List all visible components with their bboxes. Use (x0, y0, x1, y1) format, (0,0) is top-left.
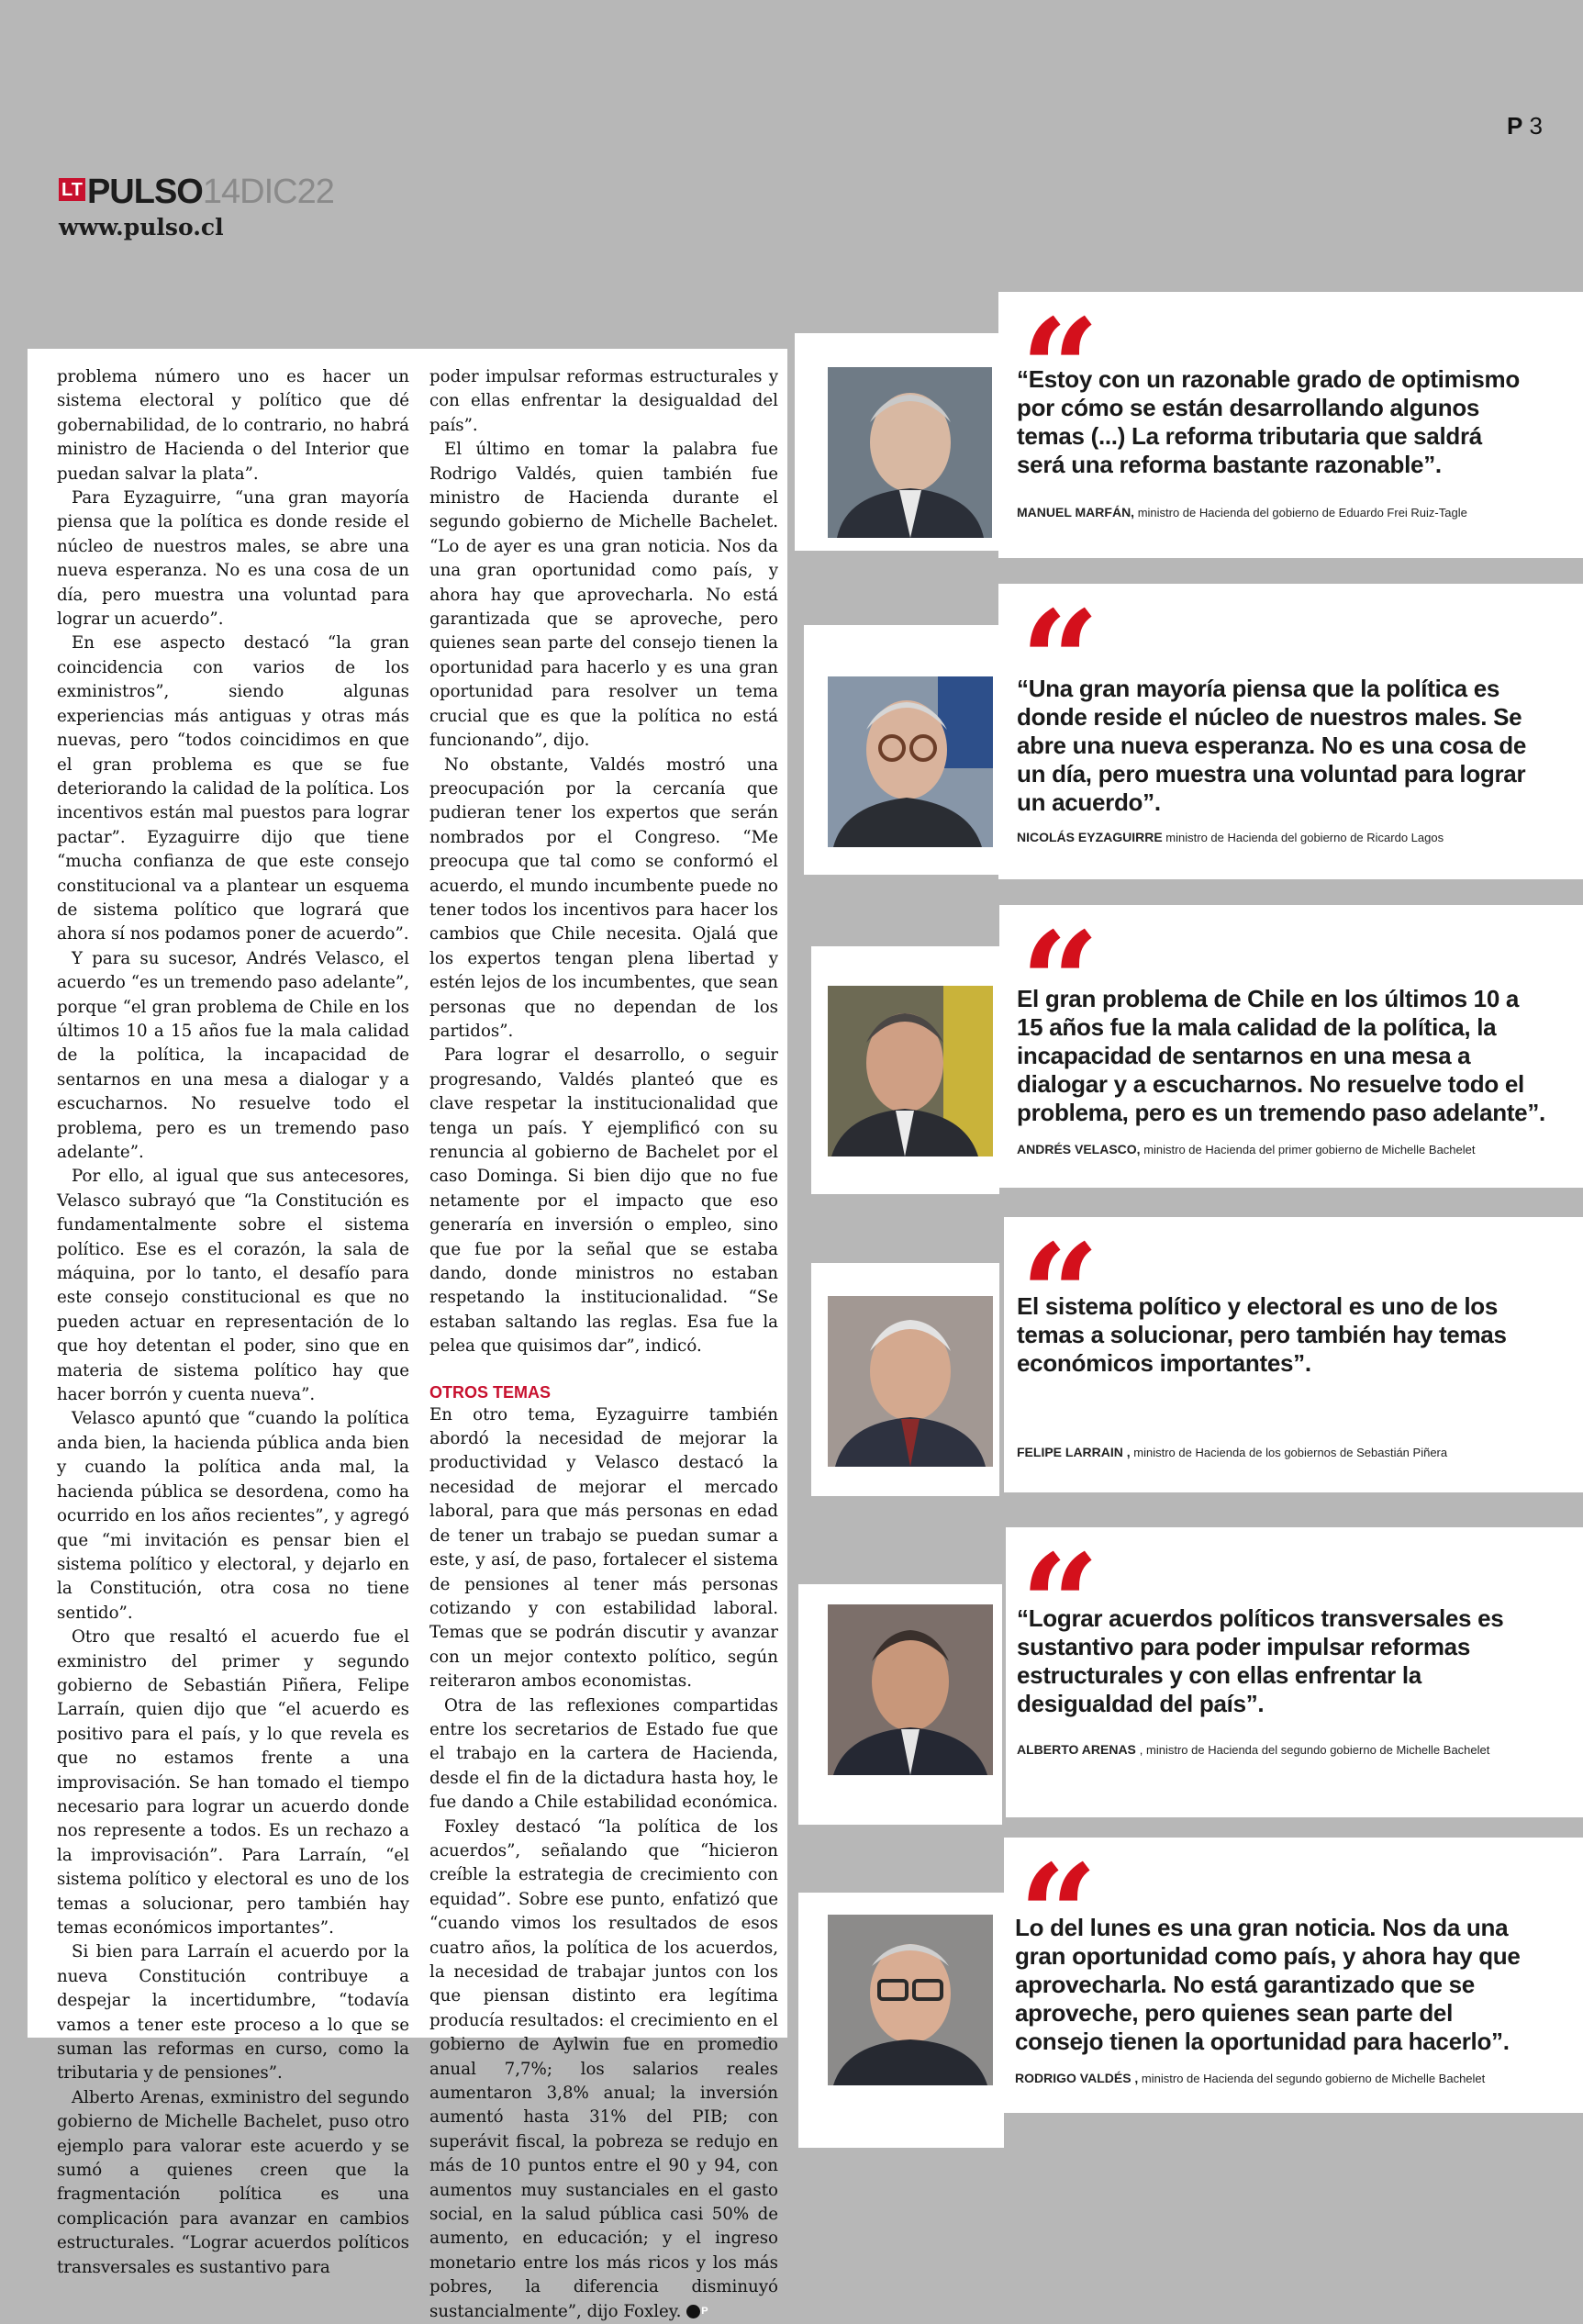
paragraph: No obstante, Valdés mostró una preocupación por la cercanía que pudieran tener los expertos que serán nombrados por el Congreso. “Me preocupa que tal como se conformó el acuerdo, el mundo incumbente puede no tener todos los incentivos para hacer los cambios que Chile necesita. Ojalá que los expertos tengan plena libertad y estén lejos de los incumbentes, que sean personas que no dependan de los partidos”. (429, 754, 778, 1041)
quote-text: El sistema político y electoral es uno de los temas a solucionar, pero también hay temas económicos importantes”. (1017, 1292, 1507, 1377)
speaker-role: ministro de Hacienda de los gobiernos de Sebastián Piñera (1130, 1446, 1448, 1459)
paragraph: Para Eyzaguirre, “una gran mayoría piensa que la política es donde reside el núcleo de nuestros males, se abre una nueva esperanza. No es una cosa de un día, pero muestra una voluntad para lograr un acuerdo”. (57, 488, 409, 630)
logo-row (59, 173, 334, 212)
paragraph: Alberto Arenas, exministro del segundo gobierno de Michelle Bachelet, puso otro ejemplo para valorar este acuerdo y se sumó a quienes creen que la fragmentación política es una complicación para avanzar en cambios estructurales. “Lograr acuerdos políticos transversales es sustantivo para (57, 2087, 409, 2277)
portrait-silhouette-icon (828, 1604, 993, 1775)
quote-mark-icon: “ (1020, 902, 1087, 1064)
quote-mark-icon: “ (1020, 1525, 1087, 1686)
brand-name: PULSO (86, 173, 203, 211)
speaker-name: NICOLÁS EYZAGUIRRE (1017, 830, 1163, 844)
quote-mark-icon: “ (1020, 289, 1087, 451)
portrait-silhouette-icon (828, 367, 992, 538)
quote-text: “Una gran mayoría piensa que la política es donde reside el núcleo de nuestros males. Se abre una nueva esperanza. No es una cosa de un día, pero muestra una voluntad para lograr un acuerdo”. (1017, 675, 1526, 816)
section-heading: OTROS TEMAS (429, 1382, 552, 1402)
paragraph: Otra de las reflexiones compartidas entre los secretarios de Estado fue que el trabajo en la cartera de Hacienda, desde el fin de la dictadura hasta hoy, le fue dando a Chile estabilidad económica. (429, 1695, 778, 1813)
portrait-silhouette-icon (828, 1296, 993, 1467)
quote-attribution (1017, 505, 1467, 520)
paragraph: Velasco apuntó que “cuando la política anda bien, la hacienda pública anda bien y cuando la política anda mal, la hacienda pública se desordena, como ha ocurrido en los años recientes”, y agregó que “mi invitación es pensar bien el sistema político y electoral, y dejarlo en la Constitución, otra cosa no tiene sentido”. (57, 1409, 409, 1623)
paragraph: problema número uno es hacer un sistema electoral y político que dé gobernabilidad, de lo contrario, no habrá ministro de Hacienda o del Interior que puedan salvar la plata”. (57, 367, 409, 484)
paragraph: El último en tomar la palabra fue Rodrigo Valdés, quien también fue ministro de Hacienda durante el segundo gobierno de Michelle Bachelet. “Lo de ayer es una gran noticia. Nos da una gran oportunidad como país, y ahora hay que aprovecharla. No está garantizada que se aproveche, pero quienes sean parte del consejo tienen la oportunidad para hacerlo y es una gran oportunidad para resolver un tema crucial que es que la política no está funcionando”, dijo. (429, 440, 778, 751)
quote-mark-icon: “ (1020, 1214, 1087, 1376)
portrait-photo (828, 676, 993, 847)
quote-attribution (1017, 1742, 1489, 1757)
page-number (1507, 112, 1543, 140)
speaker-role: ministro de Hacienda del segundo gobierno de Michelle Bachelet (1138, 2072, 1486, 2085)
portrait-photo (828, 1296, 993, 1467)
paragraph: Y para su sucesor, Andrés Velasco, el acuerdo “es un tremendo paso adelante”, porque “el gran problema de Chile en los últimos 10 a 15 años fue la mala calidad de la política, la incapacidad de sentarnos en una mesa a dialogar y a escucharnos. No resuelve todo el problema, pero es un tremendo paso adelante”. (57, 948, 409, 1162)
issue-date: 14DIC22 (202, 173, 334, 211)
portrait-photo (828, 1604, 993, 1775)
paragraph-text: Foxley destacó “la política de los acuerdos”, señalando que “hicieron creíble la estrategia de crecimiento con equidad”. Sobre ese punto, enfatizó que “cuando vimos los resultados de esos cuatro años, la política de los acuerdos, la necesidad de trabajar juntos con los que piensan distinto era legítima producía resultados: el crecimiento en el gobierno de Aylwin fue en promedio anual 7,7%; los salarios reales aumentaron 3,8% anual; la inversión aumentó hasta 31% del PIB; con superávit fiscal, la pobreza se redujo en más de 10 puntos entre el 90 y 94, con aumentos muy sustanciales en el gasto social, en la salud pública casi 50% de aumento, en educación; y el ingreso monetario entre los más ricos y los más pobres, la diferencia disminuyó sustancialmente”, dijo Foxley. (429, 1816, 778, 2321)
quote-text: El gran problema de Chile en los últimos 10 a 15 años fue la mala calidad de la política, la incapacidad de sentarnos en una mesa a dialogar y a escucharnos. No resuelve todo el problema, pero es un tremendo paso adelante”. (1017, 985, 1545, 1126)
speaker-name: MANUEL MARFÁN, (1017, 505, 1135, 520)
paragraph: poder impulsar reformas estructurales y con ellas enfrentar la desigualdad del país”. (429, 367, 778, 435)
speaker-role: ministro de Hacienda del primer gobierno de Michelle Bachelet (1140, 1143, 1476, 1156)
speaker-name: ALBERTO ARENAS (1017, 1742, 1140, 1757)
speaker-role: ministro de Hacienda del gobierno de Ricardo Lagos (1162, 831, 1444, 844)
paragraph: En ese aspecto destacó “la gran coincidencia con varios de los exministros”, siendo algunas experiencias más antiguas y otras más nuevas, pero “todos coincidimos en que el gran problema es que se fue deteriorando la calidad de la política. Los incentivos están mal puestos para lograr pactar”. Eyzaguirre dijo que tiene “mucha confianza de que este consejo constitucional va a plantear un esquema de sistema político que logrará que ahora sí nos podamos poner de acuerdo”. (57, 633, 409, 944)
article-body (28, 349, 787, 2321)
speaker-name: ANDRÉS VELASCO, (1017, 1142, 1141, 1156)
article-column-1 (57, 365, 409, 2280)
portrait-silhouette-icon (828, 986, 993, 1156)
speaker-role: , ministro de Hacienda del segundo gobierno de Michelle Bachelet (1139, 1743, 1490, 1757)
portrait-photo (828, 367, 992, 538)
speaker-role: ministro de Hacienda del gobierno de Eduardo Frei Ruiz-Tagle (1134, 506, 1467, 520)
end-of-article-icon: P (686, 2305, 700, 2318)
quote-attribution (1017, 1142, 1476, 1156)
quote-attribution (1017, 1445, 1447, 1459)
quote-attribution (1017, 830, 1444, 844)
paragraph: Para lograr el desarrollo, o seguir progresando, Valdés planteó que es clave respetar la institucionalidad que tenga un país. Y ejemplificó con su renuncia al gobierno de Bachelet por el caso Dominga. Si bien dijo que no fue netamente por el impacto que eso generaría en inversión o empleo, sino que fue por la señal que se estaba dando, donde ministros no estaban respetando la institucionalidad. “Se estaban saltando las reglas. Esa fue la pelea que quisimos dar”, indicó. (429, 1045, 778, 1357)
masthead (59, 173, 334, 240)
speaker-name: RODRIGO VALDÉS , (1015, 2071, 1139, 2085)
quote-text: “Estoy con un razonable grado de optimismo por cómo se están desarrollando algunos temas (...) La reforma tributaria que saldrá será una reforma bastante razonable”. (1017, 365, 1520, 478)
quote-mark-icon: “ (1019, 1835, 1086, 1996)
paragraph: Por ello, al igual que sus antecesores, Velasco subrayó que “la Constitución es fundamentalmente sobre el sistema político. Ese es el corazón, la sala de máquina, por lo tanto, el desafío para este consejo constitucional es que no pueden actuar en representación de lo que hoy detentan el poder, sino que en materia de sistema político hay que hacer borrón y cuenta nueva”. (57, 1167, 409, 1405)
portrait-photo (828, 1915, 993, 2085)
paragraph: En otro tema, Eyzaguirre también abordó la necesidad de mejorar la productividad y Velasco destacó la necesidad de mejorar el mercado laboral, para que más personas en edad de tener un trabajo se puedan sumar a este, y así, de paso, fortalecer el sistema de pensiones al tener más personas cotizando y con estabilidad laboral. Temas que se podrán discutir y avanzar con un mejor contexto político, según reiteraron ambos economistas. (429, 1404, 778, 1692)
quote-attribution (1015, 2071, 1485, 2085)
website-url: www.pulso.cl (59, 214, 224, 240)
portrait-photo (828, 986, 993, 1156)
lt-logo-badge: LT (59, 178, 85, 201)
paragraph (429, 1816, 778, 2324)
quote-text: “Lograr acuerdos políticos transversales es sustantivo para poder impulsar reformas estructurales y con ellas enfrentar la desigualdad del país”. (1017, 1604, 1504, 1717)
article-column-2 (429, 365, 778, 2324)
speaker-name: FELIPE LARRAIN , (1017, 1445, 1131, 1459)
portrait-silhouette-icon (828, 1915, 993, 2085)
page-number-value: 3 (1529, 112, 1543, 140)
portrait-silhouette-icon (828, 676, 993, 847)
quote-text: Lo del lunes es una gran noticia. Nos da una gran oportunidad como país, y ahora hay que aprovecharla. No está garantizado que se aproveche, pero quienes sean parte del consejo tienen la oportunidad para hacerlo”. (1015, 1914, 1521, 2055)
page-number-prefix: P (1506, 112, 1523, 140)
paragraph: Otro que resaltó el acuerdo fue el exministro del primer y segundo gobierno de Sebastián Piñera, Felipe Larraín, quien dijo que “el acuerdo es positivo para el país, y lo que revela es que no estamos frente a una improvisación. Se han tomado el tiempo necesario para lograr un acuerdo donde nos represente a todos. Es un rechazo a la improvisación”. Para Larraín, “el sistema político y electoral es uno de los temas a solucionar, pero también hay temas económicos importantes”. (57, 1627, 409, 1938)
quote-mark-icon: “ (1020, 581, 1087, 743)
paragraph: Si bien para Larraín el acuerdo por la nueva Constitución contribuye a despejar la incertidumbre, “todavía vamos a tener este proceso a lo que se suman las reformas en curso, como la tributaria y de pensiones”. (57, 1942, 409, 2084)
